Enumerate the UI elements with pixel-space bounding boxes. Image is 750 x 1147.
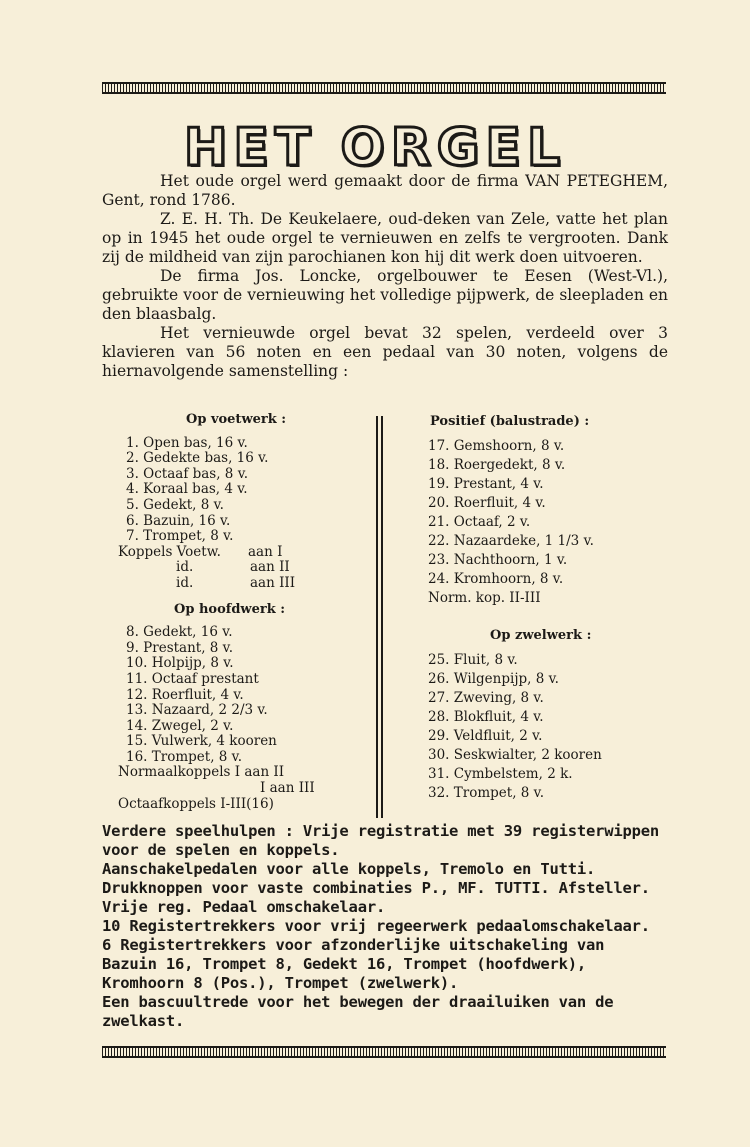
right-column xyxy=(428,412,668,803)
intro-paragraph: Het oude orgel werd gemaakt door de firma VAN PETEGHEM, Gent, rond 1786. xyxy=(102,172,668,209)
voetwerk-list xyxy=(118,436,368,545)
footer-paragraph: Aanschakelpedalen voor alle koppels, Tremolo en Tutti. xyxy=(102,860,596,878)
stop-item: 6. Bazuin, 16 v. xyxy=(126,512,231,529)
stop-item: 11. Octaaf prestant xyxy=(126,670,259,687)
stop-item: 18. Roergedekt, 8 v. xyxy=(428,457,566,473)
stop-item: 26. Wilgenpijp, 8 v. xyxy=(428,671,559,687)
intro-paragraph: Z. E. H. Th. De Keukelaere, oud-deken van Zele, vatte het plan op in 1945 het oude orgel te vernieuwen en zelfs te vergrooten. Dank zij de mildheid van zijn parochianen kon hij dit werk doen uitvoeren. xyxy=(102,210,668,266)
stop-item: 12. Roerfluit, 4 v. xyxy=(126,686,244,703)
positief-list xyxy=(428,437,668,589)
stop-item: 17. Gemshoorn, 8 v. xyxy=(428,438,565,454)
stop-item: 3. Octaaf bas, 8 v. xyxy=(126,465,249,482)
stop-item: 28. Blokfluit, 4 v. xyxy=(428,709,544,725)
bottom-ornamental-rule xyxy=(102,1046,666,1058)
top-ornamental-rule xyxy=(102,82,666,94)
koppel-prefix: id. xyxy=(176,559,194,576)
voetwerk-koppel-row xyxy=(118,576,368,592)
koppel-value: aan III xyxy=(250,574,296,591)
stop-item: 13. Nazaard, 2 2/3 v. xyxy=(126,702,268,719)
octaafkoppels-line: Octaafkoppels I-III(16) xyxy=(118,795,274,812)
stop-item: 27. Zweving, 8 v. xyxy=(428,690,544,706)
stop-item: 23. Nachthoorn, 1 v. xyxy=(428,552,568,568)
page-title: HET ORGEL xyxy=(183,118,567,178)
stop-item: 10. Holpijp, 8 v. xyxy=(126,655,234,672)
stop-item: 21. Octaaf, 2 v. xyxy=(428,514,531,530)
footer-paragraph: Drukknoppen voor vaste combinaties P., MF. TUTTI. Afsteller. Vrije reg. Pedaal omschakelaar. xyxy=(102,879,650,916)
koppel-value: aan I xyxy=(248,543,283,560)
stop-item: 29. Veldfluit, 2 v. xyxy=(428,728,543,744)
hoofdwerk-list xyxy=(118,625,368,765)
left-column xyxy=(118,412,368,812)
voetwerk-koppel-row xyxy=(118,545,368,561)
footer-paragraph: 10 Registertrekkers voor vrij regeerwerk pedaalomschakelaar. xyxy=(102,917,650,935)
footer-paragraph: 6 Registertrekkers voor afzonderlijke uitschakeling van Bazuin 16, Trompet 8, Gedekt 16, Trompet (hoofdwerk), Kromhoorn 8 (Pos.), Trompet (zwelwerk). xyxy=(102,936,605,992)
stop-item: 19. Prestant, 4 v. xyxy=(428,476,544,492)
koppels-label: Koppels Voetw. xyxy=(118,543,221,560)
stop-item: 15. Vulwerk, 4 kooren xyxy=(126,733,277,750)
intro-text xyxy=(102,172,668,381)
hoofdwerk-heading: Op hoofdwerk : xyxy=(174,601,286,617)
voetwerk-heading: Op voetwerk : xyxy=(186,412,287,427)
stop-item: 14. Zwegel, 2 v. xyxy=(126,717,234,734)
normaalkoppels-line: I aan III xyxy=(260,780,315,797)
stop-item: 31. Cymbelstem, 2 k. xyxy=(428,766,573,782)
stop-item: 30. Seskwialter, 2 kooren xyxy=(428,747,602,763)
stop-item: 1. Open bas, 16 v. xyxy=(126,434,248,451)
koppel-value: aan II xyxy=(250,559,290,576)
stop-item: 9. Prestant, 8 v. xyxy=(126,639,233,656)
positief-heading: Positief (balustrade) : xyxy=(430,414,590,429)
stop-item: 2. Gedekte bas, 16 v. xyxy=(126,450,269,467)
zwelwerk-list xyxy=(428,651,668,803)
stop-item: 4. Koraal bas, 4 v. xyxy=(126,481,248,498)
stop-item: 24. Kromhoorn, 8 v. xyxy=(428,571,564,587)
stoplist-columns xyxy=(102,412,668,820)
stop-item: 22. Nazaardeke, 1 1/3 v. xyxy=(428,533,594,549)
stop-item: 25. Fluit, 8 v. xyxy=(428,652,518,668)
stop-item: 7. Trompet, 8 v. xyxy=(126,528,234,545)
intro-paragraph: De firma Jos. Loncke, orgelbouwer te Eesen (West-Vl.), gebruikte voor de vernieuwing het volledige pijpwerk, de sleepladen en den blaasbalg. xyxy=(102,267,668,323)
footer-paragraph: Een bascuultrede voor het bewegen der draailuiken van de zwelkast. xyxy=(102,993,614,1030)
speelhulpen-text xyxy=(102,822,668,1031)
stop-item: 5. Gedekt, 8 v. xyxy=(126,496,224,513)
stop-item: 32. Trompet, 8 v. xyxy=(428,785,544,801)
koppel-prefix: id. xyxy=(176,574,194,591)
zwelwerk-heading: Op zwelwerk : xyxy=(490,628,592,643)
footer-paragraph: Verdere speelhulpen : Vrije registratie met 39 registerwippen voor de spelen en koppels. xyxy=(102,822,660,859)
column-divider xyxy=(376,416,383,818)
normaalkoppels-line: Normaalkoppels I aan II xyxy=(118,764,285,781)
stop-item: 16. Trompet, 8 v. xyxy=(126,748,242,765)
positief-koppel: Norm. kop. II-III xyxy=(428,590,541,606)
voetwerk-koppel-row xyxy=(118,560,368,576)
intro-paragraph: Het vernieuwde orgel bevat 32 spelen, verdeeld over 3 klavieren van 56 noten en een pedaal van 30 noten, volgens de hiernavolgende samenstelling : xyxy=(102,324,668,380)
stop-item: 8. Gedekt, 16 v. xyxy=(126,624,233,641)
stop-item: 20. Roerfluit, 4 v. xyxy=(428,495,546,511)
